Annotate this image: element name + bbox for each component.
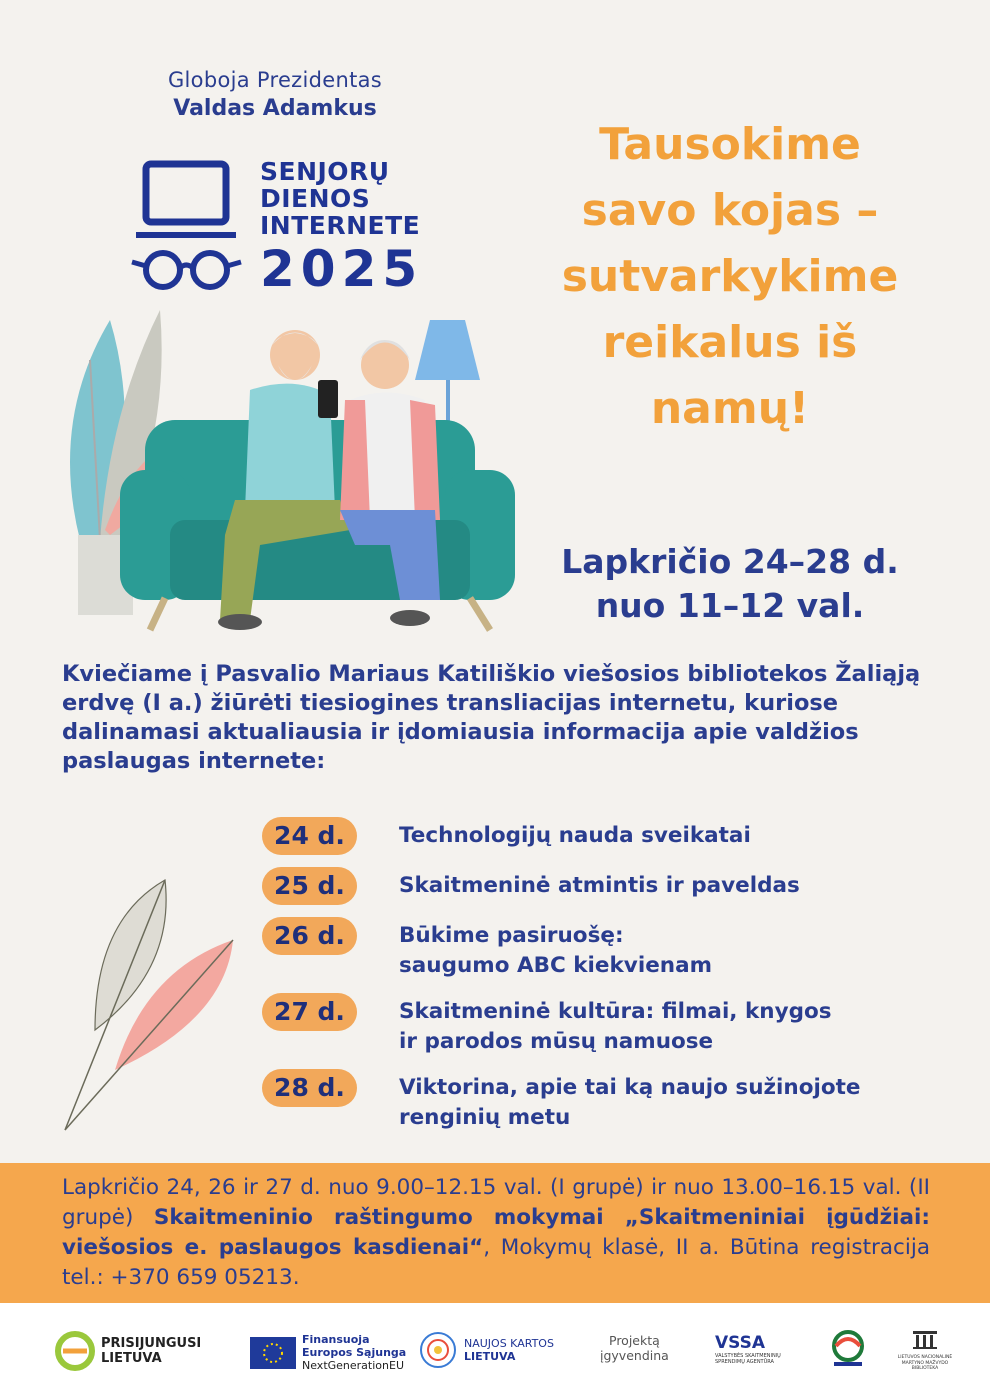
session-title: Viktorina, apie tai ką naujo sužinojote renginių metu bbox=[399, 1075, 861, 1130]
decorative-leaves-icon bbox=[55, 860, 245, 1140]
day-badge: 26 d. bbox=[262, 917, 357, 955]
day-badge: 27 d. bbox=[262, 993, 357, 1031]
logo-year: 2025 bbox=[260, 240, 424, 298]
vssa-logo: VSSA VALSTYBĖS SKAITMENINIŲ SPRENDIMŲ AGENTŪRA bbox=[715, 1333, 781, 1365]
eu-flag-icon bbox=[250, 1337, 296, 1369]
naujos-kartos-emblem-icon bbox=[418, 1330, 458, 1370]
naujos-kartos-logo: NAUJOS KARTOS LIETUVA bbox=[418, 1330, 554, 1370]
eu-funding-logo: Finansuoja Europos Sąjunga NextGenerationEU bbox=[250, 1333, 406, 1372]
session-title: Skaitmeninė kultūra: filmai, knygos ir parodos mūsų namuose bbox=[399, 999, 832, 1054]
library-network-emblem-icon bbox=[828, 1328, 868, 1370]
library-building-icon bbox=[910, 1329, 940, 1351]
patron-title: Globoja Prezidentas bbox=[167, 68, 383, 92]
schedule-row bbox=[262, 993, 902, 1057]
patron-name: Valdas Adamkus bbox=[173, 96, 377, 121]
footer-logos bbox=[0, 1303, 990, 1400]
project-implementer-label: Projektą įgyvendina bbox=[600, 1333, 669, 1363]
schedule-row bbox=[262, 917, 902, 981]
session-title: Technologijų nauda sveikatai bbox=[399, 823, 751, 848]
session-title: Skaitmeninė atmintis ir paveldas bbox=[399, 873, 800, 898]
day-badge: 28 d. bbox=[262, 1069, 357, 1107]
e-letter-icon bbox=[55, 1331, 95, 1371]
prisijungusi-lietuva-logo: PRISIJUNGUSI LIETUVA bbox=[55, 1331, 201, 1371]
national-library-logo: LIETUVOS NACIONALINĖ MARTYNO MAŽVYDO BIBLIOTEKA bbox=[895, 1329, 955, 1372]
schedule-row bbox=[262, 817, 902, 855]
schedule-row bbox=[262, 1069, 902, 1133]
seniors-on-sofa-illustration-icon bbox=[50, 300, 520, 640]
schedule-row bbox=[262, 867, 902, 905]
day-badge: 24 d. bbox=[262, 817, 357, 855]
session-title: Būkime pasiruošę: saugumo ABC kiekvienam bbox=[399, 923, 712, 978]
headline: Tausokime savo kojas – sutvarkykime reikalus iš namų! bbox=[561, 119, 899, 434]
logo-title: SENJORŲ DIENOS INTERNETE bbox=[260, 157, 421, 240]
event-dates: Lapkričio 24–28 d. nuo 11–12 val. bbox=[561, 542, 899, 625]
schedule-list bbox=[262, 817, 902, 1145]
intro-text: Kviečiame į Pasvalio Mariaus Katiliškio viešosios bibliotekos Žaliąją erdvę (I a.) žiūrėti tiesiogines transliacijas internetu, kuriose dalinamasi aktualiausia ir įdomiausia informacija apie valdžios paslaugas internete: bbox=[62, 661, 921, 774]
training-info: Lapkričio 24, 26 ir 27 d. nuo 9.00–12.15 val. (I grupė) ir nuo 13.00–16.15 val. (II grupė) Skaitmeninio raštingumo mokymai „Skaitmeniniai įgūdžiai: viešosios e. paslaugos kasdienai“, Mokymų klasė, II a. Būtina registracija tel.: +370 659 05213. bbox=[62, 1175, 930, 1290]
patron-block bbox=[100, 68, 450, 121]
day-badge: 25 d. bbox=[262, 867, 357, 905]
